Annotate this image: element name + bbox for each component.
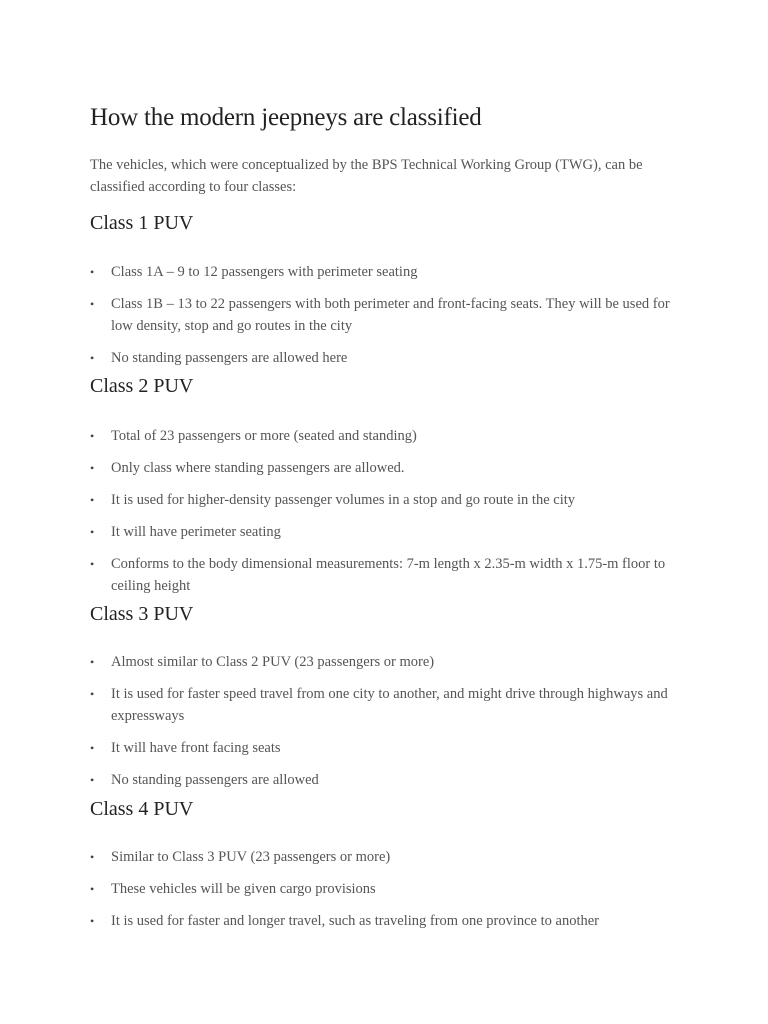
list-item-text: Only class where standing passengers are allowed. <box>111 460 405 476</box>
bullet-icon: • <box>90 655 95 669</box>
list-item <box>90 878 690 900</box>
bullet-icon: • <box>90 297 95 311</box>
list-item <box>90 457 690 479</box>
section-heading-class-2: Class 2 PUV <box>90 375 194 397</box>
bullet-icon: • <box>90 914 95 928</box>
section-heading-class-1: Class 1 PUV <box>90 212 194 234</box>
list-item-text: Almost similar to Class 2 PUV (23 passengers or more) <box>111 654 435 670</box>
list-item <box>90 651 690 673</box>
list-item <box>90 737 690 759</box>
list-item <box>90 425 690 447</box>
list-item <box>90 293 690 337</box>
list-item <box>90 489 690 511</box>
list-item-text: It is used for higher-density passenger volumes in a stop and go route in the city <box>111 492 576 508</box>
list-item <box>90 846 690 868</box>
list-item-text: It is used for faster speed travel from one city to another, and might drive through highways and expressways <box>111 686 668 724</box>
bullet-icon: • <box>90 741 95 755</box>
list-item-text: No standing passengers are allowed <box>111 772 319 788</box>
bullet-list-class-4 <box>90 846 690 942</box>
bullet-icon: • <box>90 493 95 507</box>
bullet-icon: • <box>90 525 95 539</box>
list-item-text: These vehicles will be given cargo provisions <box>111 881 376 897</box>
list-item-text: It will have perimeter seating <box>111 524 281 540</box>
list-item <box>90 553 690 597</box>
bullet-list-class-2 <box>90 425 690 607</box>
bullet-icon: • <box>90 773 95 787</box>
bullet-icon: • <box>90 429 95 443</box>
bullet-icon: • <box>90 265 95 279</box>
list-item-text: Total of 23 passengers or more (seated and standing) <box>111 428 417 444</box>
list-item <box>90 261 690 283</box>
list-item-text: Similar to Class 3 PUV (23 passengers or more) <box>111 849 391 865</box>
list-item-text: Class 1A – 9 to 12 passengers with perimeter seating <box>111 264 418 280</box>
bullet-icon: • <box>90 882 95 896</box>
list-item <box>90 910 690 932</box>
list-item-text: Class 1B – 13 to 22 passengers with both perimeter and front-facing seats. They will be used for low density, stop and go routes in the city <box>111 296 670 334</box>
bullet-icon: • <box>90 557 95 571</box>
list-item <box>90 347 690 369</box>
intro-paragraph: The vehicles, which were conceptualized by the BPS Technical Working Group (TWG), can be classified according to four classes: <box>90 157 643 195</box>
list-item-text: Conforms to the body dimensional measurements: 7-m length x 2.35-m width x 1.75-m floor to ceiling height <box>111 556 666 594</box>
section-heading-class-3: Class 3 PUV <box>90 603 194 625</box>
list-item-text: It will have front facing seats <box>111 740 281 756</box>
bullet-icon: • <box>90 461 95 475</box>
page-title: How the modern jeepneys are classified <box>90 104 482 131</box>
bullet-list-class-1 <box>90 261 690 379</box>
bullet-list-class-3 <box>90 651 690 801</box>
bullet-icon: • <box>90 351 95 365</box>
list-item <box>90 683 690 727</box>
bullet-icon: • <box>90 687 95 701</box>
list-item <box>90 521 690 543</box>
list-item <box>90 769 690 791</box>
bullet-icon: • <box>90 850 95 864</box>
list-item-text: It is used for faster and longer travel, such as traveling from one province to another <box>111 913 600 929</box>
list-item-text: No standing passengers are allowed here <box>111 350 348 366</box>
section-heading-class-4: Class 4 PUV <box>90 798 194 820</box>
